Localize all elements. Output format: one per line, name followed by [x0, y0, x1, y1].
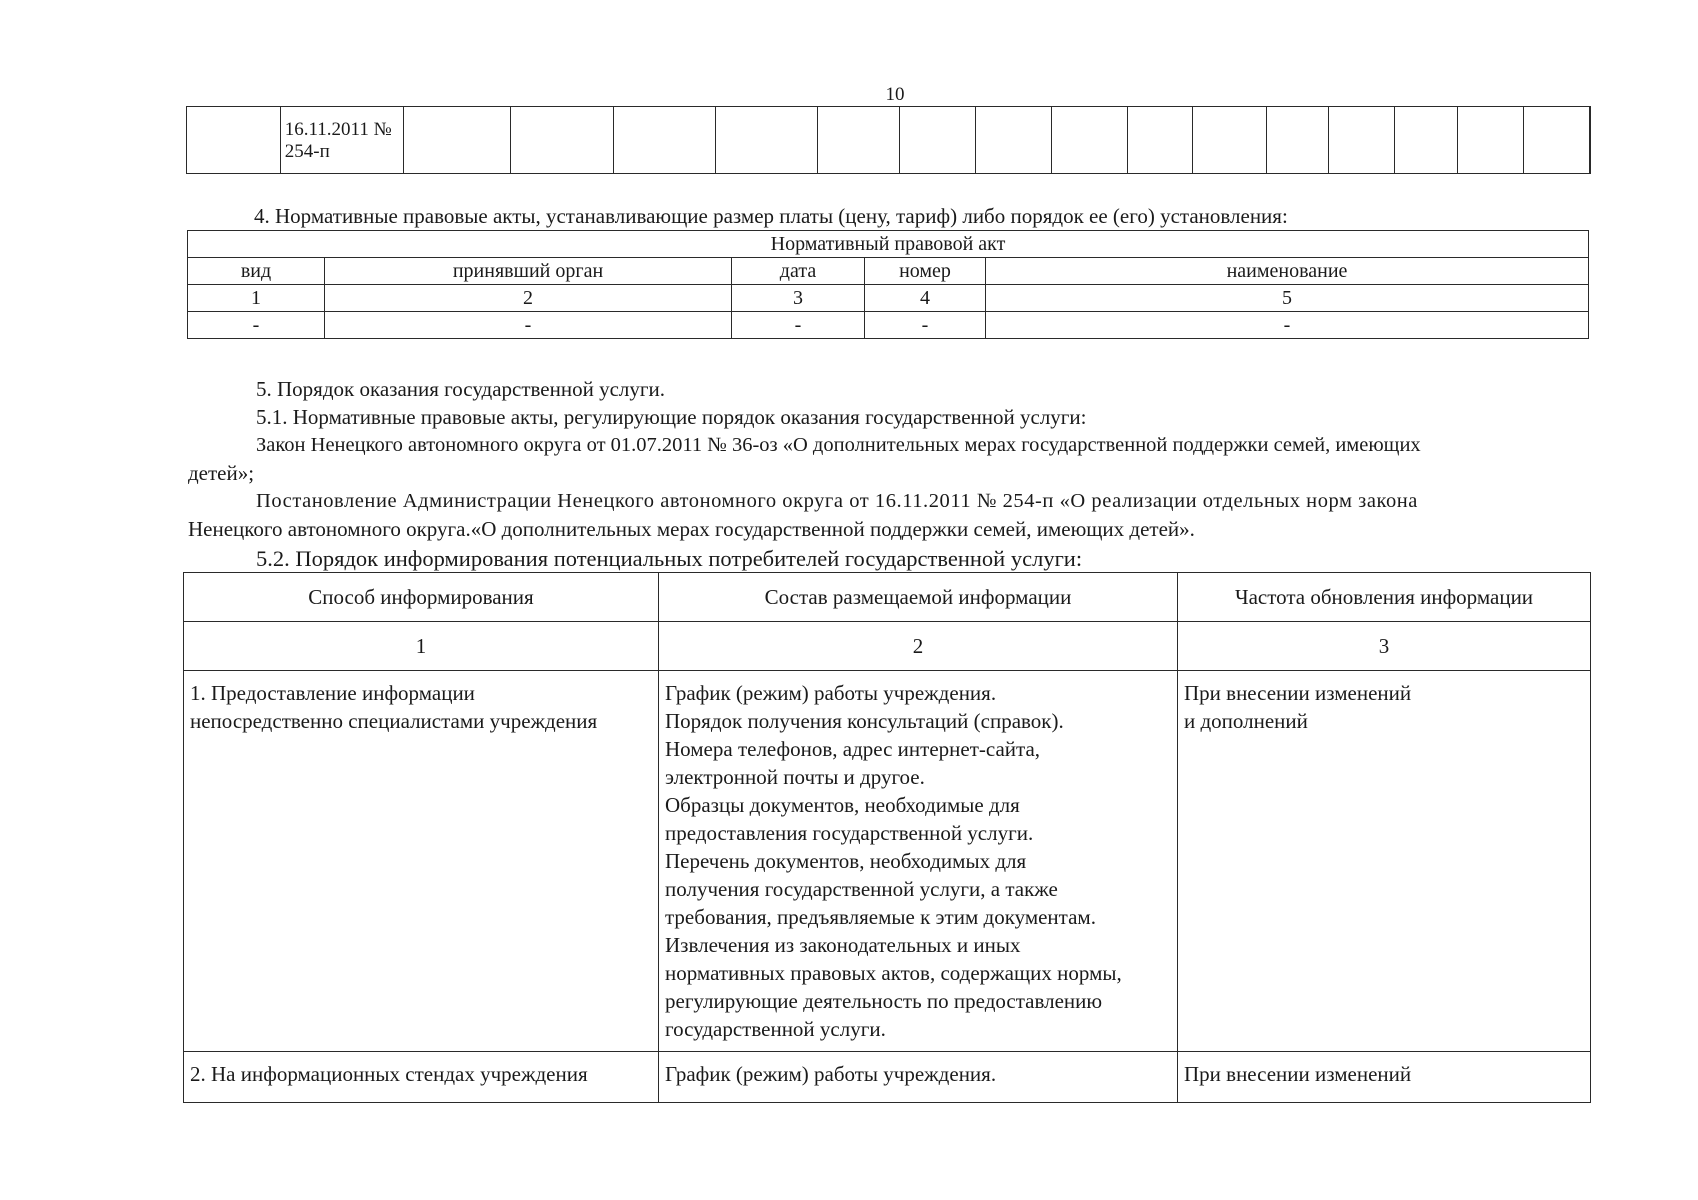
table-cell: 2: [659, 622, 1178, 671]
page-number: 10: [885, 84, 905, 105]
column-header: наименование: [986, 258, 1589, 285]
informing-methods-table: [183, 572, 1591, 1103]
column-header: Способ информирования: [184, 573, 659, 622]
column-header: номер: [865, 258, 986, 285]
table-cell: 2. На информационных стендах учреждения: [184, 1052, 659, 1103]
table-cell: 5: [986, 285, 1589, 312]
section5-title: 5. Порядок оказания государственной услуги.: [256, 377, 665, 401]
table-header-row: [188, 258, 1589, 285]
table-cell: 16.11.2011 № 254-п: [280, 107, 403, 174]
section51-title: 5.1. Нормативные правовые акты, регулирующие порядок оказания государственной услуги:: [256, 405, 1087, 429]
law-reference-line2: детей»;: [188, 461, 255, 485]
table-cell: 1: [184, 622, 659, 671]
law-reference-line1: Закон Ненецкого автономного округа от 01.07.2011 № 36-оз «О дополнительных мерах государственной поддержки семей, имеющих: [256, 434, 1421, 456]
table-row: [188, 231, 1589, 258]
table-cell: -: [325, 312, 732, 339]
table-cell: -: [732, 312, 865, 339]
table-header-row: [184, 573, 1591, 622]
table-row: [188, 312, 1589, 339]
group-header: Нормативный правовой акт: [188, 231, 1589, 258]
table-cell: -: [986, 312, 1589, 339]
decree-reference-line1: Постановление Администрации Ненецкого автономного округа от 16.11.2011 № 254-п «О реализации отдельных норм закона: [256, 490, 1418, 512]
table-row: [188, 285, 1589, 312]
column-header: дата: [732, 258, 865, 285]
table-cell: График (режим) работы учреждения.: [659, 1052, 1178, 1103]
table-cell: 1. Предоставление информации непосредственно специалистами учреждения: [184, 671, 659, 1052]
decree-reference-line2: Ненецкого автономного округа.«О дополнительных мерах государственной поддержки семей, имеющих детей».: [188, 517, 1195, 541]
column-header: Частота обновления информации: [1178, 573, 1591, 622]
table-cell: 2: [325, 285, 732, 312]
table-row: [184, 671, 1591, 1052]
continuation-table: [186, 106, 1591, 174]
table-cell: При внесении изменений и дополнений: [1178, 671, 1591, 1052]
table-cell: 3: [732, 285, 865, 312]
table-cell: 1: [188, 285, 325, 312]
normative-acts-table: [187, 230, 1589, 339]
table-cell: При внесении изменений: [1178, 1052, 1591, 1103]
section4-title: 4. Нормативные правовые акты, устанавливающие размер платы (цену, тариф) либо порядок ее (его) установления:: [254, 204, 1288, 228]
table-row: [187, 107, 1591, 174]
column-header: вид: [188, 258, 325, 285]
column-header: Состав размещаемой информации: [659, 573, 1178, 622]
table-cell: 3: [1178, 622, 1591, 671]
table-row: [184, 622, 1591, 671]
table-row: [184, 1052, 1591, 1103]
table-cell: График (режим) работы учреждения. Порядок получения консультаций (справок). Номера телефонов, адрес интернет-сайта, электронной почты и другое. Образцы документов, необходимые для предоставления государственной услуги. Перечень документов, необходимых для получения государственной услуги, а также требования, предъявляемые к этим документам. Извлечения из законодательных и иных нормативных правовых актов, содержащих нормы, регулирующие деятельность по предоставлению государственной услуги.: [659, 671, 1178, 1052]
table-cell: -: [865, 312, 986, 339]
section52-title: 5.2. Порядок информирования потенциальных потребителей государственной услуги:: [256, 546, 1083, 571]
table-cell: 4: [865, 285, 986, 312]
table-cell: -: [188, 312, 325, 339]
column-header: принявший орган: [325, 258, 732, 285]
